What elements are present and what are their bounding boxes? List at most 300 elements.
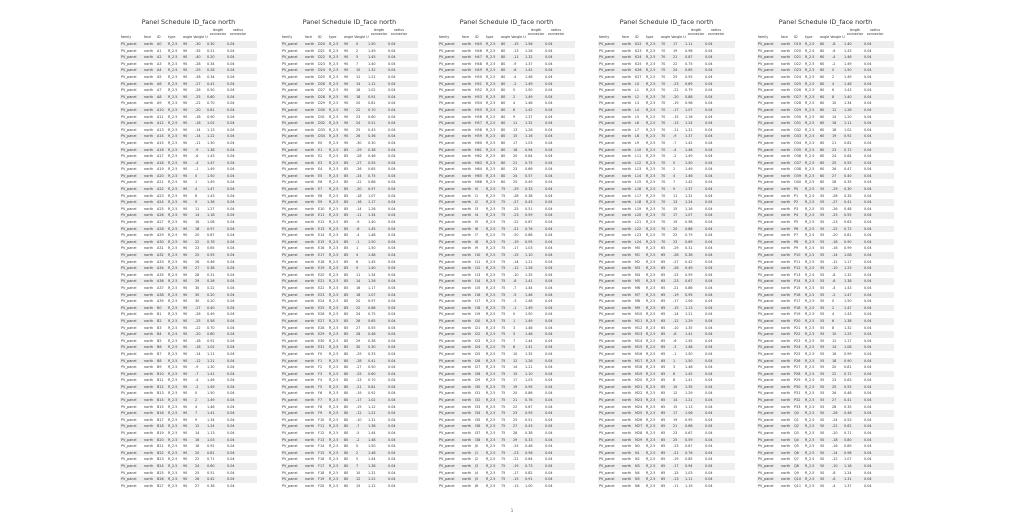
table-cell: P8 <box>794 239 799 244</box>
table-cell: 6 <box>832 88 835 93</box>
table-cell: 1.38 <box>368 464 376 468</box>
table-row <box>757 74 894 81</box>
table-cell: 85 <box>344 253 349 257</box>
table-cell: 0.04 <box>227 470 235 475</box>
table-cell: 21 <box>673 55 678 60</box>
table-cell: 15 <box>513 134 518 139</box>
table-cell: PV_panel <box>758 384 774 389</box>
table-cell: north <box>622 61 632 66</box>
table-cell: 1.07 <box>368 292 376 297</box>
table-cell: R_2.5 <box>168 259 178 264</box>
table-cell: 90 <box>183 121 188 126</box>
table-cell: PV_panel <box>121 233 137 238</box>
table-cell: R_2.5 <box>805 371 815 376</box>
table-cell: P0 <box>794 187 799 192</box>
table-cell: north <box>781 312 791 317</box>
table-cell: 60 <box>820 173 825 178</box>
table-cell: R_2.5 <box>646 477 656 482</box>
table-cell: 25 <box>832 160 837 165</box>
table-cell: 30 <box>195 285 200 290</box>
table-cell: PV_panel <box>758 444 774 449</box>
table-cell: P25 <box>794 351 801 356</box>
table-row <box>598 463 735 470</box>
table-row <box>120 107 257 114</box>
table-cell: R_2.5 <box>329 404 339 409</box>
table-cell: 0.99 <box>844 351 852 356</box>
table-cell: A5 <box>157 74 162 79</box>
table-cell: -29 <box>673 246 679 251</box>
table-row <box>438 410 575 417</box>
table-cell: 1.48 <box>685 345 693 350</box>
table-cell: A33 <box>157 259 164 264</box>
table-cell: 0.04 <box>864 411 872 416</box>
table-cell: I8 <box>475 239 479 244</box>
table-cell: R_2.5 <box>486 206 496 211</box>
table-cell: 0.04 <box>705 483 713 488</box>
table-cell: 0.04 <box>705 140 713 145</box>
table-cell: 1.45 <box>368 259 376 264</box>
table-cell: PV_panel <box>599 272 615 277</box>
table-cell: 0.04 <box>705 88 713 93</box>
table-cell: B0 <box>157 305 162 310</box>
table-cell: R_2.5 <box>329 292 339 297</box>
table-cell: north <box>144 417 154 422</box>
table-row <box>598 331 735 338</box>
table-cell: R_2.5 <box>646 173 656 178</box>
table-cell: 0.04 <box>864 398 872 403</box>
table-row <box>438 94 575 101</box>
table-cell: PV_panel <box>758 470 774 475</box>
table-cell: R_2.5 <box>805 292 815 297</box>
table-cell: R_2.5 <box>329 312 339 317</box>
table-cell: 90 <box>183 411 188 416</box>
table-row <box>281 245 418 252</box>
table-cell: -23 <box>513 450 519 455</box>
table-cell: 90 <box>344 74 349 79</box>
table-cell: PV_panel <box>121 187 137 192</box>
table-cell: 1.50 <box>685 358 693 363</box>
table-cell: R_2.5 <box>486 61 496 66</box>
table-row <box>120 278 257 285</box>
table-cell: M27 <box>635 424 643 429</box>
table-cell: 0.04 <box>864 305 872 310</box>
table-cell: 65 <box>661 404 666 409</box>
table-cell: -11 <box>513 55 519 60</box>
table-cell: I14 <box>475 279 481 284</box>
table-cell: R_2.5 <box>168 114 178 119</box>
table-cell: 0.65 <box>368 318 376 323</box>
table-row <box>757 107 894 114</box>
table-cell: PV_panel <box>121 107 137 112</box>
table-cell: 50 <box>820 457 825 462</box>
table-cell: 1.20 <box>844 114 852 119</box>
table-cell: 15 <box>356 483 361 488</box>
table-row <box>598 272 735 279</box>
table-row <box>120 404 257 411</box>
table-cell: 1.45 <box>368 226 376 231</box>
table-cell: R_2.5 <box>646 94 656 99</box>
table-row <box>598 318 735 325</box>
table-cell: 0.35 <box>844 193 852 198</box>
table-cell: PV_panel <box>758 134 774 139</box>
table-cell: north <box>462 378 472 383</box>
table-cell: -29 <box>356 351 362 356</box>
column-header: angle U <box>195 35 208 39</box>
table-cell: 90 <box>344 107 349 112</box>
table-cell: north <box>781 417 791 422</box>
table-cell: 55 <box>820 351 825 356</box>
table-cell: 0.04 <box>864 279 872 284</box>
table-cell: -2 <box>832 292 836 297</box>
table-cell: 1.49 <box>207 384 215 389</box>
table-cell: 1.17 <box>368 285 376 290</box>
table-row <box>757 193 894 200</box>
table-cell: F15 <box>318 450 325 455</box>
table-cell: north <box>781 259 791 264</box>
table-cell: north <box>144 464 154 468</box>
table-cell: 1.47 <box>207 187 215 192</box>
table-cell: north <box>462 391 472 396</box>
table-cell: 80 <box>501 74 506 79</box>
table-cell: R_2.5 <box>805 259 815 264</box>
table-cell: 1.56 <box>525 42 533 46</box>
table-cell: R_2.5 <box>646 272 656 277</box>
table-cell: R_2.5 <box>486 437 496 442</box>
table-row <box>757 404 894 411</box>
table-cell: north <box>622 457 632 462</box>
table-cell: north <box>781 74 791 79</box>
table-cell: 1.00 <box>525 483 533 488</box>
table-cell: 0.82 <box>844 140 852 145</box>
table-cell: 0.04 <box>388 81 396 86</box>
table-cell: R_2.5 <box>168 477 178 482</box>
table-row <box>281 252 418 259</box>
table-cell: 85 <box>344 318 349 323</box>
table-cell: north <box>305 351 315 356</box>
table-cell: north <box>781 338 791 343</box>
table-cell: -24 <box>832 417 838 422</box>
table-cell: north <box>462 173 472 178</box>
table-cell: 0.38 <box>525 193 533 198</box>
table-cell: 1.07 <box>685 213 693 218</box>
table-cell: PV_panel <box>599 457 615 462</box>
table-cell: 1.21 <box>525 259 533 264</box>
table-cell: north <box>781 55 791 60</box>
table-cell: north <box>622 318 632 323</box>
table-cell: PV_panel <box>758 48 774 53</box>
table-cell: PV_panel <box>599 404 615 409</box>
table-cell: 85 <box>344 147 349 152</box>
table-cell: north <box>622 299 632 304</box>
table-cell: 1.38 <box>844 279 852 284</box>
table-row <box>281 239 418 246</box>
table-cell: -17 <box>356 398 362 403</box>
table-cell: 0.04 <box>864 431 872 436</box>
table-cell: H59 <box>475 134 482 139</box>
table-cell: 12 <box>832 107 837 112</box>
table-cell: 60 <box>820 68 825 73</box>
table-cell: north <box>144 292 154 297</box>
table-cell: PV_panel <box>282 305 298 310</box>
table-cell: north <box>305 167 315 172</box>
table-cell: PV_panel <box>758 272 774 277</box>
table-cell: 0.04 <box>227 437 235 442</box>
table-cell: 0.38 <box>368 338 376 343</box>
table-cell: 85 <box>344 187 349 192</box>
table-cell: north <box>781 180 791 185</box>
table-cell: PV_panel <box>121 74 137 79</box>
table-cell: 0.04 <box>705 193 713 198</box>
table-cell: PV_panel <box>282 226 298 231</box>
table-row <box>757 344 894 351</box>
table-cell: R_2.5 <box>805 464 815 468</box>
table-row <box>757 245 894 252</box>
table-cell: I4 <box>475 213 479 218</box>
table-cell: R_2.5 <box>805 246 815 251</box>
table-cell: R_2.5 <box>486 259 496 264</box>
table-cell: north <box>781 81 791 86</box>
table-cell: 90 <box>183 345 188 350</box>
table-cell: 70 <box>661 114 666 119</box>
table-cell: R_2.5 <box>805 272 815 277</box>
table-cell: 18 <box>356 292 361 297</box>
table-cell: 1 <box>513 318 516 323</box>
table-cell: 0.04 <box>388 55 396 60</box>
table-row <box>438 318 575 325</box>
table-cell: north <box>781 285 791 290</box>
table-cell: 1.49 <box>207 167 215 172</box>
table-cell: 90 <box>344 48 349 53</box>
table-cell: 0.04 <box>388 253 396 257</box>
table-row <box>438 364 575 371</box>
table-cell: PV_panel <box>439 160 455 165</box>
table-cell: 55 <box>820 391 825 396</box>
table-cell: H55 <box>475 107 482 112</box>
table-cell: 26 <box>195 259 200 264</box>
table-cell: north <box>622 101 632 106</box>
table-cell: 0.04 <box>545 378 553 383</box>
table-cell: 65 <box>661 332 666 337</box>
table-cell: M0 <box>635 246 641 251</box>
table-cell: 90 <box>183 101 188 106</box>
table-cell: E22 <box>318 285 325 290</box>
table-row <box>438 81 575 88</box>
table-row <box>757 212 894 219</box>
table-cell: 1.26 <box>368 279 376 284</box>
table-row <box>438 54 575 61</box>
table-cell: R_2.5 <box>646 180 656 185</box>
table-cell: R_2.5 <box>486 332 496 337</box>
table-cell: 65 <box>661 279 666 284</box>
table-cell: -8 <box>513 279 517 284</box>
table-cell: 23 <box>513 167 518 172</box>
table-cell: 0.04 <box>227 411 235 416</box>
table-cell: 0.04 <box>388 233 396 238</box>
table-cell: 1.17 <box>844 259 852 264</box>
table-cell: 0.04 <box>227 417 235 422</box>
table-row <box>120 153 257 160</box>
table-cell: 1.41 <box>685 332 693 337</box>
table-cell: north <box>781 437 791 442</box>
table-cell: north <box>144 68 154 73</box>
table-cell: PV_panel <box>121 154 137 159</box>
table-cell: 90 <box>183 226 188 231</box>
table-cell: 0.04 <box>864 437 872 442</box>
table-cell: 1.43 <box>207 154 215 159</box>
table-cell: R_2.5 <box>805 107 815 112</box>
table-cell: -23 <box>673 81 679 86</box>
table-cell: R_2.5 <box>646 325 656 330</box>
table-cell: -29 <box>832 187 838 192</box>
table-cell: north <box>781 134 791 139</box>
table-cell: M2 <box>635 259 641 264</box>
table-cell: 65 <box>661 437 666 442</box>
table-cell: 0.04 <box>545 318 553 323</box>
table-cell: PV_panel <box>282 404 298 409</box>
table-cell: 1.49 <box>525 305 533 310</box>
table-cell: 65 <box>661 398 666 403</box>
table-cell: north <box>305 345 315 350</box>
table-cell: PV_panel <box>282 81 298 86</box>
table-cell: PV_panel <box>121 88 137 93</box>
table-cell: E4 <box>318 167 323 172</box>
table-cell: north <box>305 384 315 389</box>
table-cell: 90 <box>183 48 188 53</box>
table-cell: north <box>622 134 632 139</box>
table-row <box>120 423 257 430</box>
table-cell: 55 <box>820 279 825 284</box>
table-row <box>281 199 418 206</box>
table-cell: F2 <box>318 365 323 370</box>
table-cell: N1 <box>635 450 640 455</box>
table-cell: R_2.5 <box>646 338 656 343</box>
table-cell: north <box>462 371 472 376</box>
table-cell: 0.36 <box>207 483 215 488</box>
table-cell: 0.04 <box>545 48 553 53</box>
table-row <box>757 100 894 107</box>
table-row <box>120 344 257 351</box>
table-cell: north <box>622 398 632 403</box>
table-cell: 0.89 <box>844 444 852 449</box>
table-cell: 0.50 <box>207 88 215 93</box>
table-cell: 70 <box>661 101 666 106</box>
table-cell: 0.26 <box>207 279 215 284</box>
table-cell: R_2.5 <box>646 292 656 297</box>
table-cell: PV_panel <box>439 68 455 73</box>
table-cell: 60 <box>820 48 825 53</box>
table-cell: PV_panel <box>758 167 774 172</box>
table-cell: B10 <box>157 371 164 376</box>
table-cell: 25 <box>832 384 837 389</box>
table-cell: 65 <box>661 378 666 383</box>
table-cell: 0.04 <box>864 48 872 53</box>
table-cell: 0.04 <box>705 391 713 396</box>
table-cell: R_2.5 <box>486 464 496 468</box>
table-cell: 60 <box>820 180 825 185</box>
table-cell: 0.97 <box>368 187 376 192</box>
table-cell: R_2.5 <box>646 107 656 112</box>
table-cell: north <box>462 325 472 330</box>
table-cell: 0.04 <box>227 173 235 178</box>
table-cell: 65 <box>661 424 666 429</box>
table-cell: 22 <box>673 233 678 238</box>
table-cell: O34 <box>794 140 801 145</box>
table-cell: north <box>781 206 791 211</box>
table-cell: 0.04 <box>545 226 553 231</box>
table-cell: A18 <box>157 160 164 165</box>
table-cell: north <box>622 285 632 290</box>
table-cell: R_2.5 <box>486 312 496 317</box>
table-cell: north <box>781 371 791 376</box>
table-cell: north <box>144 239 154 244</box>
table-cell: north <box>462 345 472 350</box>
table-cell: 1.11 <box>685 477 693 482</box>
table-cell: PV_panel <box>758 94 774 99</box>
table-cell: 0.04 <box>705 233 713 238</box>
table-cell: 17 <box>673 213 678 218</box>
table-cell: -21 <box>673 450 679 455</box>
table-row <box>281 140 418 147</box>
table-cell: 65 <box>661 246 666 251</box>
table-cell: 75 <box>501 312 506 317</box>
table-cell: north <box>781 61 791 66</box>
table-cell: PV_panel <box>439 371 455 376</box>
table-cell: R_2.5 <box>329 299 339 304</box>
table-cell: 90 <box>344 68 349 73</box>
table-cell: north <box>781 246 791 251</box>
table-cell: 0.04 <box>705 351 713 356</box>
table-cell: 1.41 <box>207 371 215 376</box>
table-cell: north <box>462 61 472 66</box>
table-cell: north <box>462 48 472 53</box>
table-cell: PV_panel <box>282 417 298 422</box>
table-cell: 1.50 <box>368 444 376 449</box>
table-cell: -9 <box>195 365 199 370</box>
table-cell: 0.69 <box>685 239 693 244</box>
table-cell: 60 <box>820 55 825 60</box>
table-cell: PV_panel <box>121 206 137 211</box>
table-row <box>120 305 257 312</box>
table-cell: R_2.5 <box>486 140 496 145</box>
table-row <box>438 114 575 121</box>
table-row <box>598 292 735 299</box>
table-cell: 0.04 <box>864 94 872 99</box>
table-cell: north <box>144 140 154 145</box>
table-row <box>281 318 418 325</box>
table-cell: north <box>622 94 632 99</box>
table-cell: 0.04 <box>545 160 553 165</box>
table-cell: north <box>305 312 315 317</box>
table-cell: PV_panel <box>121 325 137 330</box>
table-cell: -9 <box>356 220 360 225</box>
table-row <box>598 265 735 272</box>
table-cell: 0.04 <box>705 48 713 53</box>
table-row <box>120 384 257 391</box>
table-cell: E7 <box>318 187 323 192</box>
table-cell: J2 <box>475 457 479 462</box>
table-cell: north <box>781 318 791 323</box>
table-cell: 13 <box>513 127 518 132</box>
table-cell: F6 <box>318 391 323 396</box>
table-cell: 80 <box>501 88 506 93</box>
table-cell: R_2.5 <box>805 299 815 304</box>
table-cell: F1 <box>318 358 323 363</box>
table-cell: north <box>305 239 315 244</box>
table-cell: 90 <box>183 239 188 244</box>
table-cell: 14 <box>356 81 361 86</box>
table-row <box>120 147 257 154</box>
table-cell: north <box>144 266 154 271</box>
